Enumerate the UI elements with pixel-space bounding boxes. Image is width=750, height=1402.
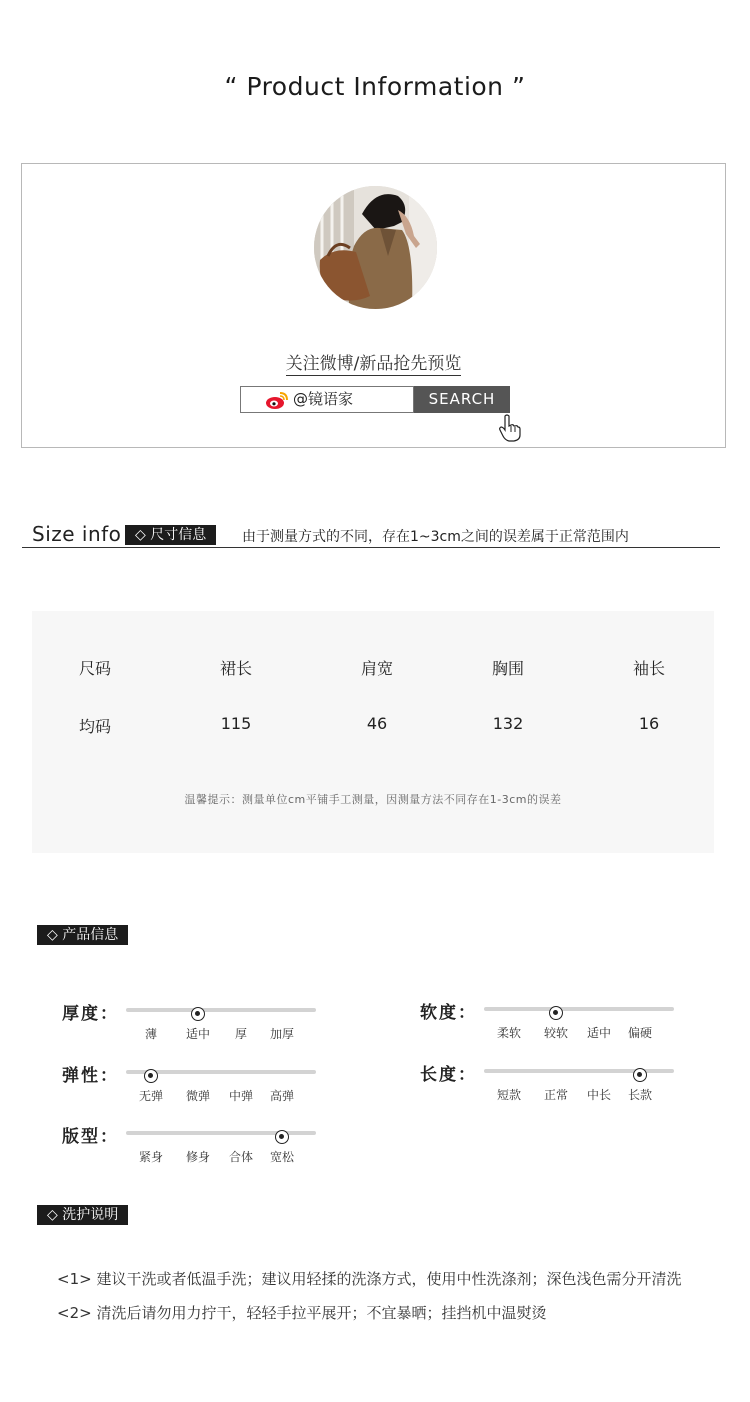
attribute-option: 正常: [543, 1088, 569, 1102]
search-button[interactable]: SEARCH: [414, 386, 510, 413]
attribute-option: 加厚: [269, 1027, 295, 1041]
weibo-follow-card: [21, 163, 726, 448]
table-cell: 132: [492, 714, 524, 733]
attribute-slider-track: [126, 1008, 316, 1012]
attribute-option: 短款: [496, 1088, 522, 1102]
attribute-scale: [62, 1003, 362, 1055]
care-instruction-line: <1> 建议干洗或者低温手洗；建议用轻揉的洗涤方式，使用中性洗涤剂；深色浅色需分开清洗: [57, 1270, 682, 1288]
attribute-option: 较软: [543, 1026, 569, 1040]
care-instructions-tag: ◇ 洗护说明: [37, 1205, 128, 1225]
size-tip: 温馨提示：测量单位cm平铺手工测量，因测量方法不同存在1-3cm的误差: [184, 793, 562, 806]
attribute-option: 中长: [586, 1088, 612, 1102]
attribute-label: 弹性：: [62, 1066, 119, 1086]
attribute-option: 中弹: [228, 1089, 254, 1103]
attribute-scale: [420, 1064, 720, 1116]
attribute-scale: [62, 1065, 362, 1117]
attribute-scale: [62, 1126, 362, 1178]
table-header-cell: 尺码: [78, 659, 111, 678]
size-info-heading: Size info: [32, 522, 122, 546]
model-photo: [314, 186, 437, 309]
attribute-option: 偏硬: [627, 1026, 653, 1040]
attribute-option: 柔软: [496, 1026, 522, 1040]
attribute-option: 合体: [228, 1150, 254, 1164]
attribute-option: 厚: [234, 1027, 248, 1041]
attribute-option: 修身: [185, 1150, 211, 1164]
size-table: [32, 611, 714, 853]
attribute-slider-knob: [275, 1130, 289, 1144]
size-info-note: 由于测量方式的不同，存在1~3cm之间的误差属于正常范围内: [242, 529, 629, 545]
attribute-slider-track: [484, 1007, 674, 1011]
attribute-slider-track: [126, 1070, 316, 1074]
weibo-handle-field[interactable]: @镜语家: [240, 386, 414, 413]
table-header-cell: 袖长: [632, 659, 665, 678]
attribute-option: 薄: [144, 1027, 158, 1041]
table-row: [32, 714, 714, 738]
care-instruction-line: <2> 清洗后请勿用力拧干，轻轻手拉平展开；不宜暴晒；挂挡机中温熨烫: [57, 1304, 547, 1322]
table-header-cell: 裙长: [219, 659, 252, 678]
attribute-scale: [420, 1002, 720, 1054]
attribute-option: 高弹: [269, 1089, 295, 1103]
attribute-label: 软度：: [420, 1003, 477, 1023]
table-header-cell: 肩宽: [360, 659, 393, 678]
attribute-option: 宽松: [269, 1150, 295, 1164]
size-info-tag: ◇ 尺寸信息: [125, 525, 216, 545]
attribute-slider-knob: [144, 1069, 158, 1083]
attribute-option: 适中: [586, 1026, 612, 1040]
table-header-cell: 胸围: [491, 659, 524, 678]
attribute-option: 无弹: [138, 1089, 164, 1103]
hand-cursor-icon: [498, 414, 522, 442]
attribute-option: 长款: [627, 1088, 653, 1102]
attribute-slider-knob: [633, 1068, 647, 1082]
attribute-slider-track: [484, 1069, 674, 1073]
attribute-label: 厚度：: [62, 1004, 119, 1024]
weibo-search-bar: [240, 386, 510, 413]
attribute-option: 微弹: [185, 1089, 211, 1103]
product-info-tag: ◇ 产品信息: [37, 925, 128, 945]
size-info-header: [22, 520, 720, 548]
attribute-slider-knob: [191, 1007, 205, 1021]
page-title: “ Product Information ”: [224, 72, 526, 101]
table-cell: 46: [366, 714, 388, 733]
attribute-label: 版型：: [62, 1127, 119, 1147]
attribute-label: 长度：: [420, 1065, 477, 1085]
attribute-option: 适中: [185, 1027, 211, 1041]
table-cell: 16: [638, 714, 660, 733]
table-cell: 115: [220, 714, 252, 733]
attribute-option: 紧身: [138, 1150, 164, 1164]
weibo-icon: [265, 391, 289, 410]
attribute-slider-track: [126, 1131, 316, 1135]
follow-weibo-link[interactable]: 关注微博/新品抢先预览: [285, 354, 462, 374]
attribute-slider-knob: [549, 1006, 563, 1020]
table-header-row: [32, 656, 714, 680]
avatar: [314, 186, 437, 309]
table-cell: 均码: [78, 717, 111, 736]
